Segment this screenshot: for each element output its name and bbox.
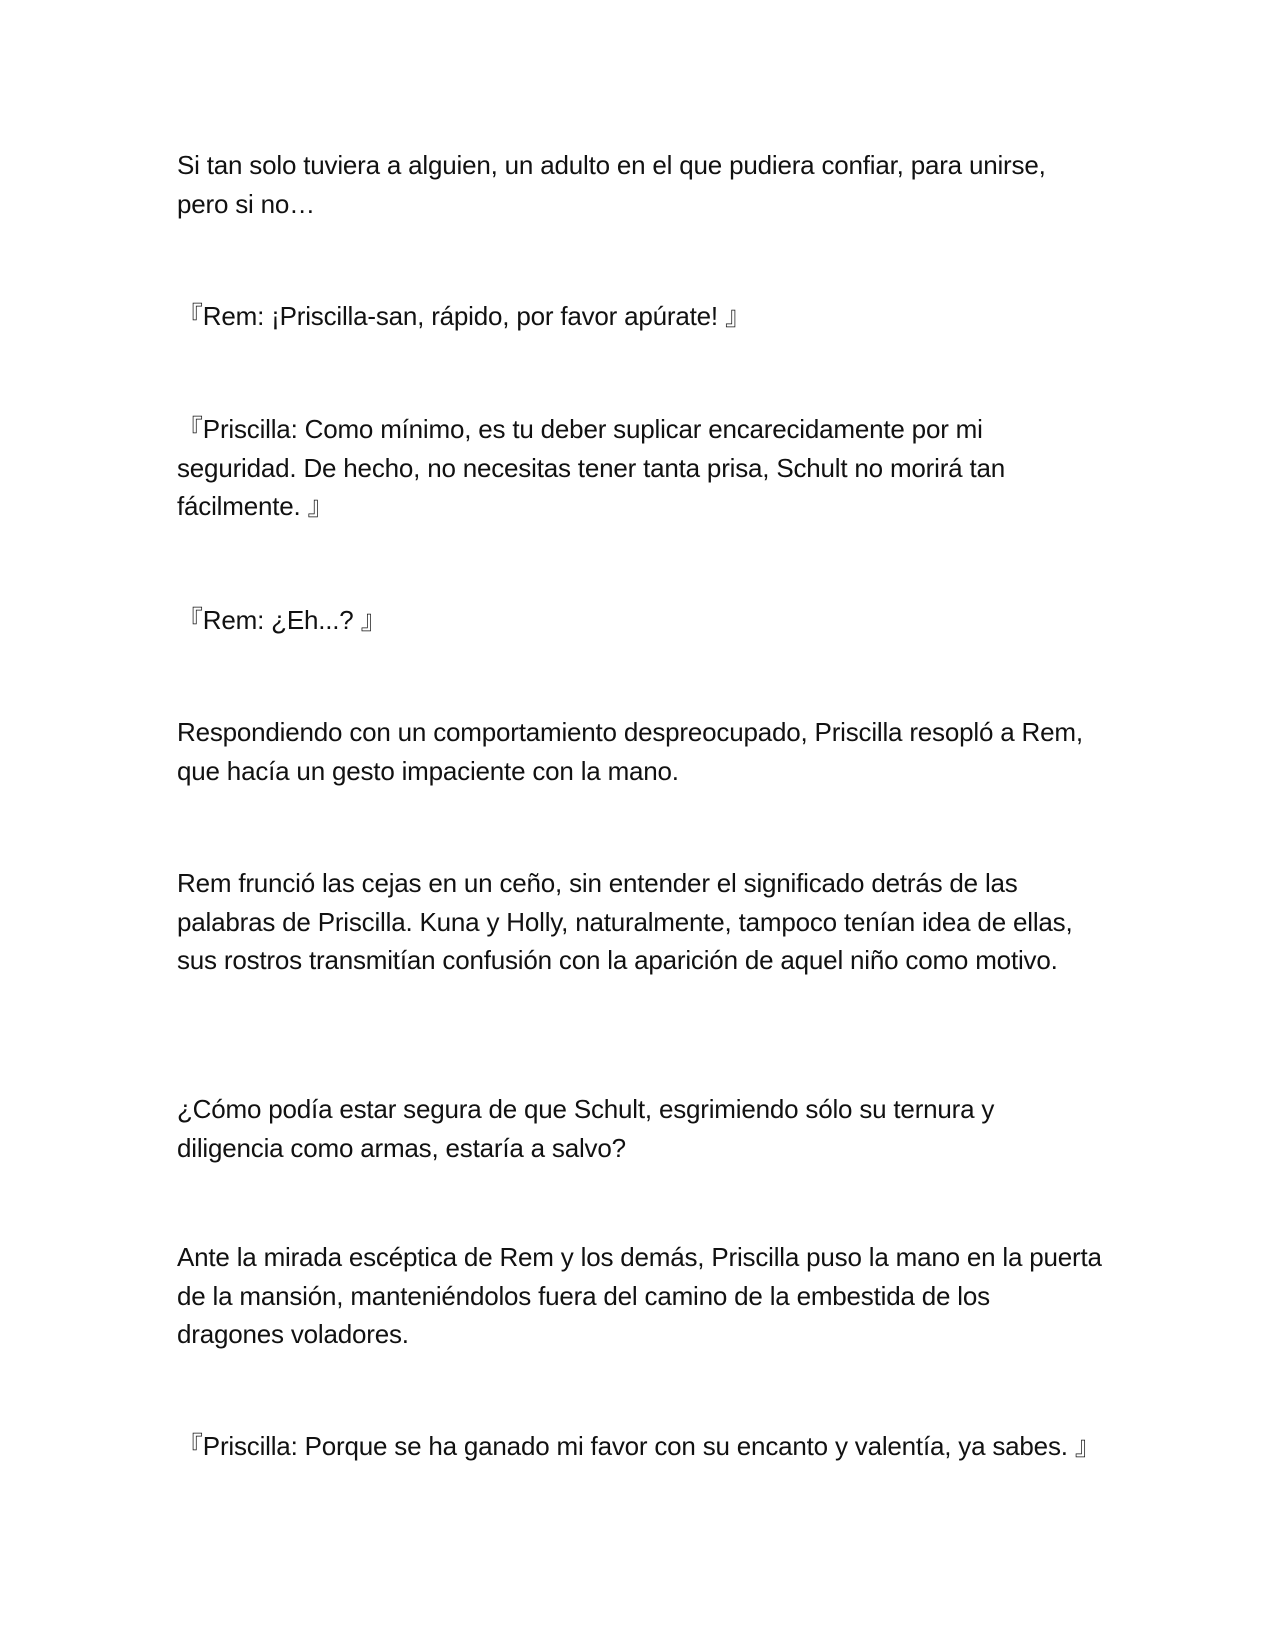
paragraph-dialogue-priscilla-1: 『Priscilla: Como mínimo, es tu deber suplicar encarecidamente por mi seguridad. De hecho, no necesitas tener tanta prisa, Schult no morirá tan fácilmente. 』 bbox=[177, 414, 1006, 521]
paragraph-dialogue-priscilla-2: 『Priscilla: Porque se ha ganado mi favor con su encanto y valentía, ya sabes. 』 bbox=[177, 1431, 1101, 1461]
paragraph-narration-4: ¿Cómo podía estar segura de que Schult, esgrimiendo sólo su ternura y diligencia como armas, estaría a salvo? bbox=[177, 1094, 995, 1163]
paragraph-narration-1: Si tan solo tuviera a alguien, un adulto en el que pudiera confiar, para unirse, pero si no… bbox=[177, 150, 1046, 219]
paragraph-narration-2: Respondiendo con un comportamiento despreocupado, Priscilla resopló a Rem, que hacía un gesto impaciente con la mano. bbox=[177, 717, 1083, 786]
paragraph-dialogue-rem-2: 『Rem: ¿Eh...? 』 bbox=[177, 605, 387, 635]
paragraph-dialogue-rem-1: 『Rem: ¡Priscilla-san, rápido, por favor apúrate! 』 bbox=[177, 301, 751, 331]
paragraph-narration-3: Rem frunció las cejas en un ceño, sin entender el significado detrás de las palabras de Priscilla. Kuna y Holly, naturalmente, tampoco tenían idea de ellas, sus rostros transmitían confusión con la aparición de aquel niño como motivo. bbox=[177, 868, 1073, 975]
paragraph-narration-5: Ante la mirada escéptica de Rem y los demás, Priscilla puso la mano en la puerta de la mansión, manteniéndolos fuera del camino de la embestida de los dragones voladores. bbox=[177, 1242, 1102, 1349]
